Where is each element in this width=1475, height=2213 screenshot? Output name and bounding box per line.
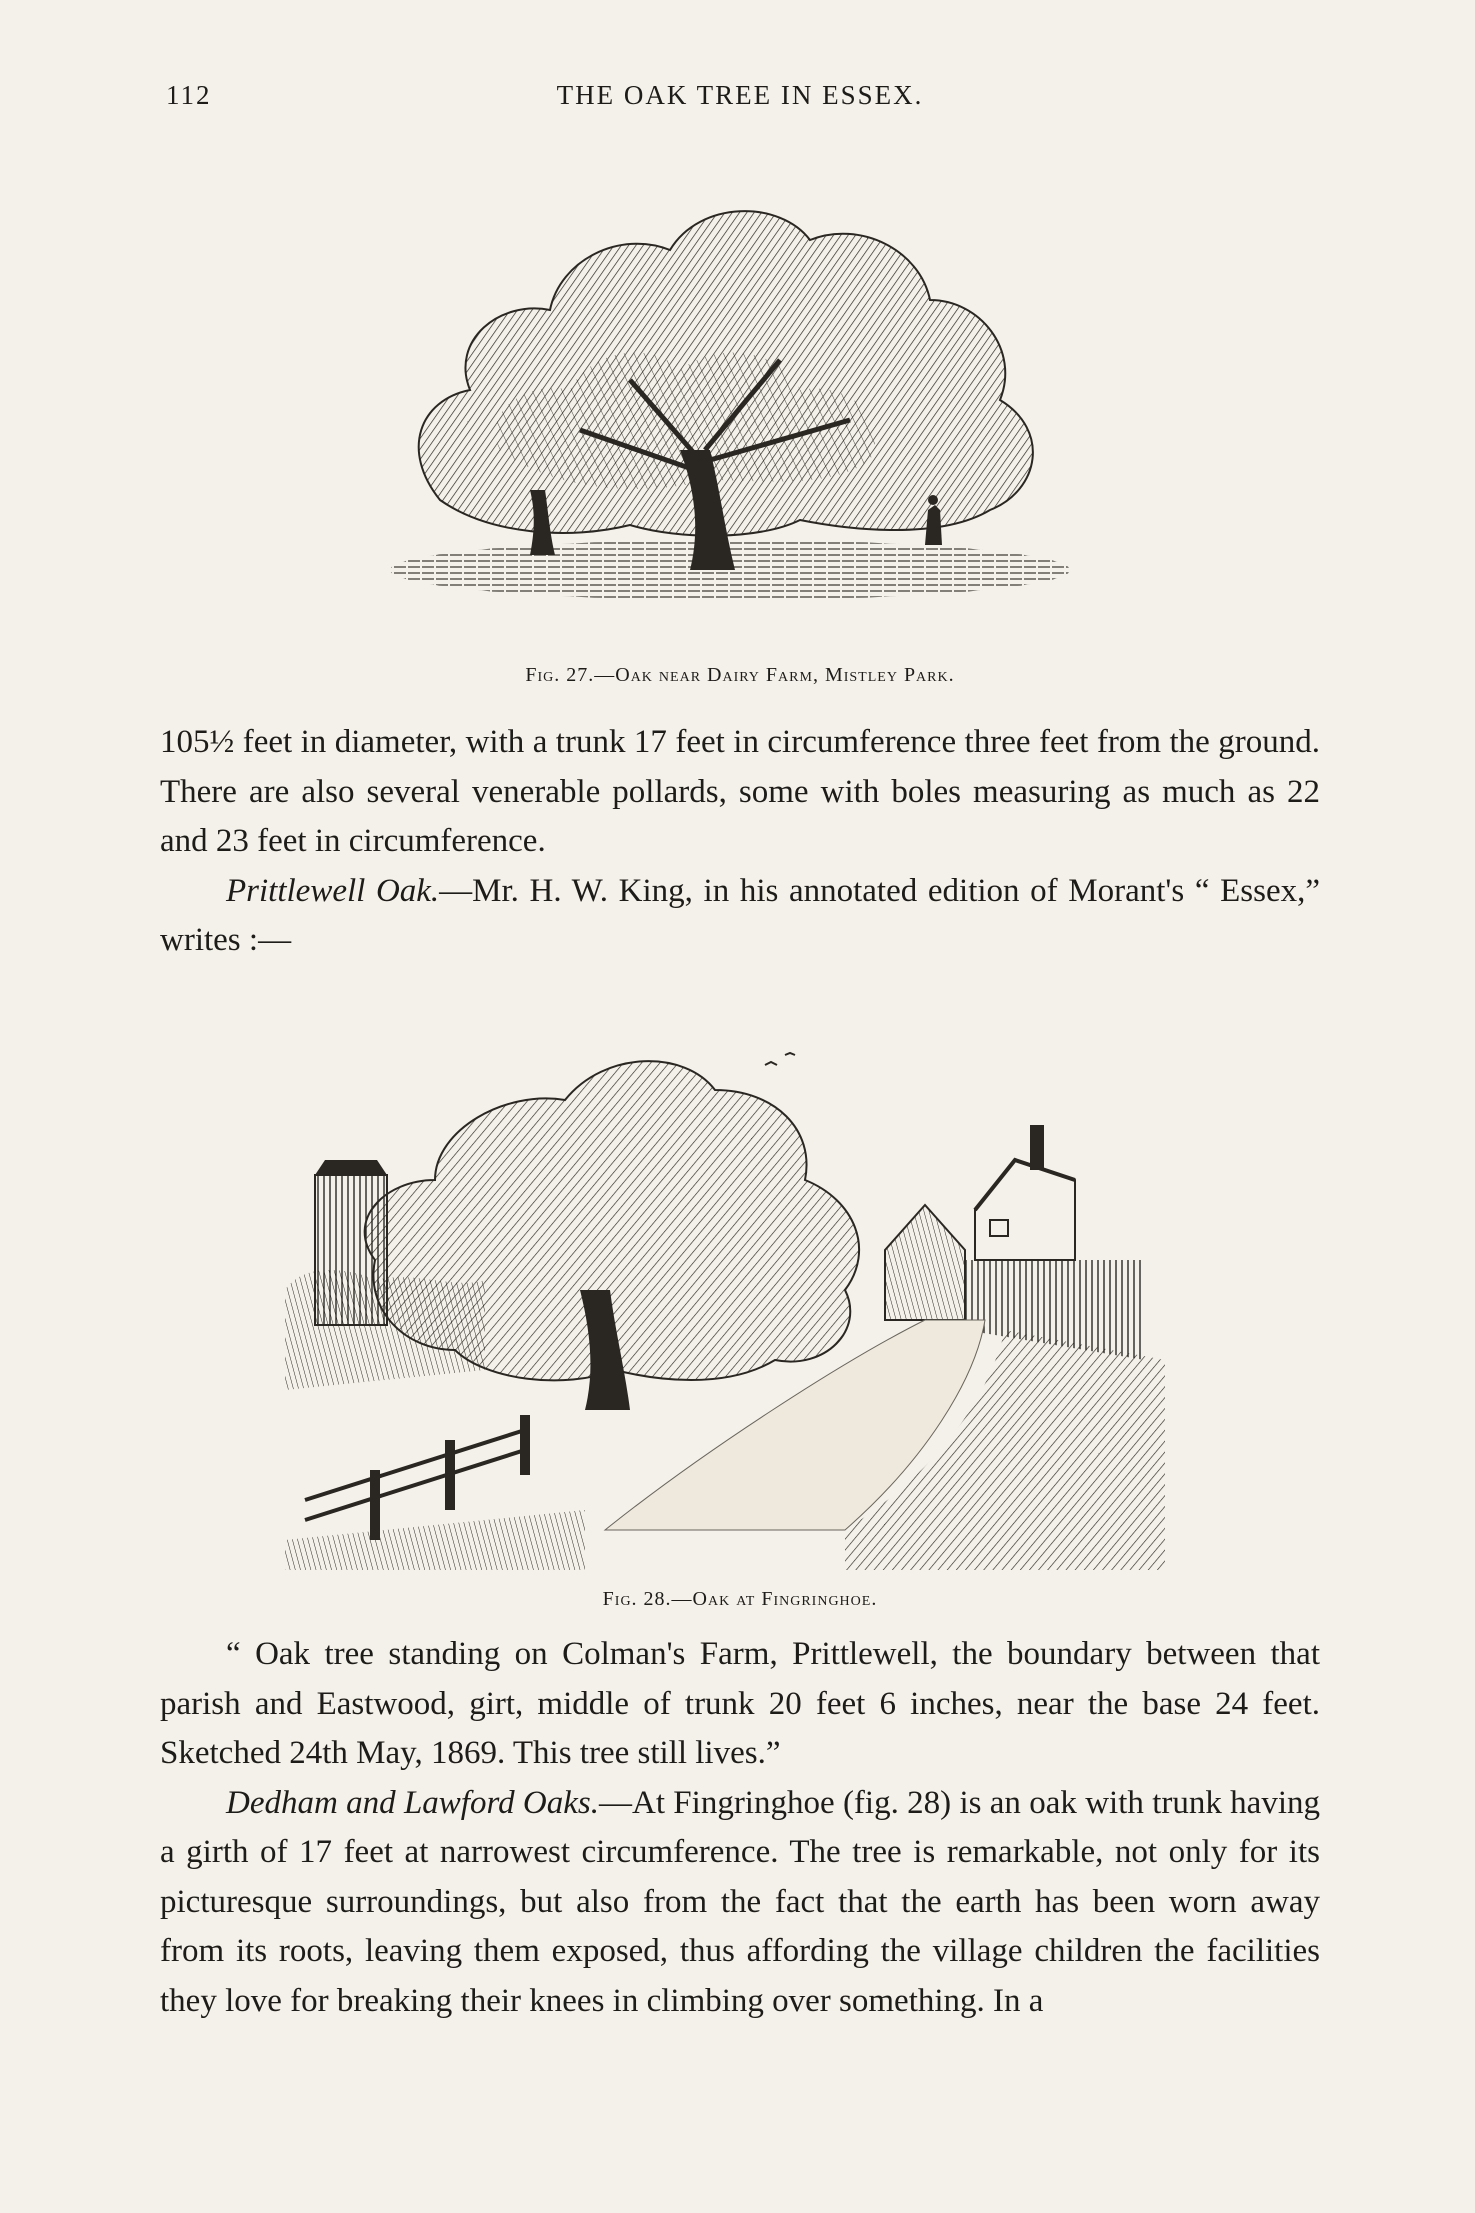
paragraph-prittlewell-text: —Mr. H. W. King, in his annotated edition of Morant's “ Essex,” writes :— [160, 872, 1320, 958]
page-number: 112 [166, 80, 212, 110]
paragraph-diameter: 105½ feet in diameter, with a trunk 17 feet in circumference three feet from the ground. There are also several venerable pollards, some with boles measuring as much as 22 and 23 feet in circumference. [160, 724, 1320, 859]
running-head [160, 80, 1320, 120]
text-block-upper [160, 718, 1320, 966]
paragraph-dedham [160, 1779, 1320, 2027]
figure-28-caption: Fig. 28.—Oak at Fingringhoe. [602, 1588, 878, 1610]
oak-village-engraving-icon [285, 1030, 1195, 1570]
figure-27-caption: Fig. 27.—Oak near Dairy Farm, Mistley Park. [525, 664, 955, 686]
running-title: THE OAK TREE IN ESSEX. [556, 80, 924, 110]
figure-27-illustration [380, 150, 1100, 620]
paragraph-dedham-text: —At Fingringhoe (fig. 28) is an oak with trunk having a girth of 17 feet at narrowest circumference. The tree is remarkable, not only for its picturesque surroundings, but also from the fact that the earth has been worn away from its roots, leaving them exposed, thus affording the village children the facilities they love for breaking their knees in climbing over something. In a [160, 1784, 1320, 2019]
text-block-lower [160, 1630, 1320, 2026]
paragraph-quote: “ Oak tree standing on Colman's Farm, Prittlewell, the boundary between that parish and Eastwood, girt, middle of trunk 20 feet 6 inches, near the base 24 feet. Sketched 24th May, 1869. This tree still lives.” [160, 1636, 1320, 1771]
oak-tree-engraving-icon [380, 150, 1100, 620]
heading-prittlewell-oak: Prittlewell Oak. [226, 872, 440, 909]
figure-28-illustration [285, 1030, 1195, 1570]
paragraph-prittlewell [160, 867, 1320, 966]
heading-dedham-lawford-oaks: Dedham and Lawford Oaks. [226, 1784, 599, 1821]
